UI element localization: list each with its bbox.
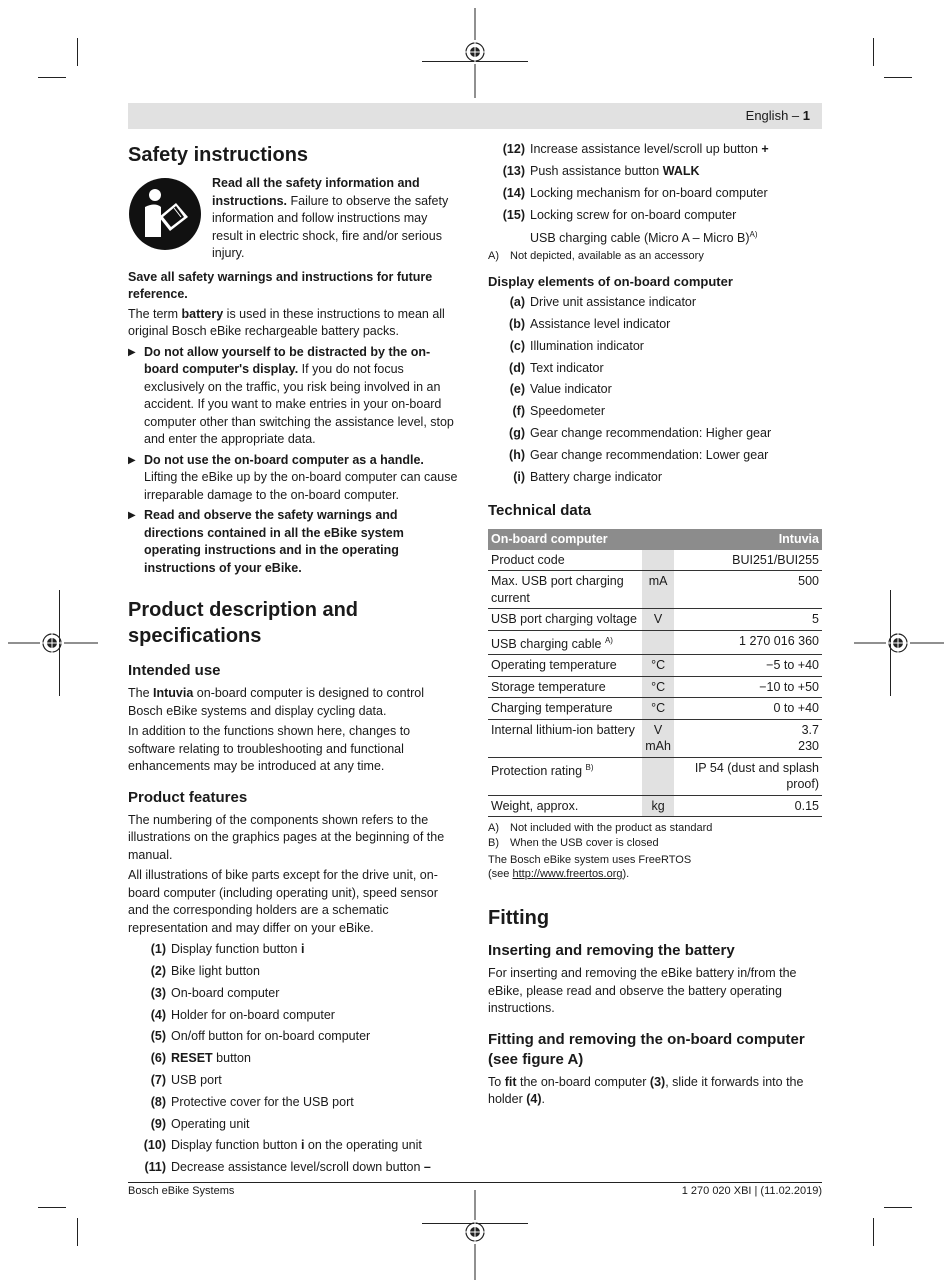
list-item xyxy=(128,1092,460,1114)
list-item xyxy=(488,139,822,161)
list-item xyxy=(128,1026,460,1048)
item-text-pre: Display function button xyxy=(171,1138,301,1153)
item-text xyxy=(171,985,279,1003)
item-number: (e) xyxy=(509,382,525,397)
display-elements-list xyxy=(488,292,822,488)
term-post: is used in these instructions to mean all original Bosch eBike rechargeable battery packs. xyxy=(128,306,445,338)
cell-label xyxy=(488,757,642,795)
cell-label xyxy=(488,609,642,631)
item-text-pre: Operating unit xyxy=(171,1116,250,1131)
safety-read-rest: Failure to observe the safety information and follow instructions may result in electric shock, fire and/or serious injury. xyxy=(212,193,449,260)
item-number: (i) xyxy=(513,469,525,484)
display-elements-title: Display elements of on-board computer xyxy=(488,273,733,289)
item-number: (5) xyxy=(150,1029,166,1044)
rtos-pre: (see xyxy=(488,868,513,881)
item-text-pre: Push assistance button xyxy=(530,163,663,178)
list-item xyxy=(128,1070,460,1092)
item-text xyxy=(530,226,758,248)
page-number: 1 xyxy=(802,108,810,123)
safety-title: Safety instructions xyxy=(128,144,309,166)
item-number: (f) xyxy=(512,404,525,419)
safety-bullet xyxy=(128,507,460,577)
cell-footnote-ref: B) xyxy=(585,762,594,772)
computer-fitting-title: Fitting and removing the on-board computer (see figure A) xyxy=(488,1030,805,1068)
cell-value: 5 xyxy=(674,609,822,631)
item-number: (14) xyxy=(502,185,525,200)
cell-value: −5 to +40 xyxy=(674,655,822,677)
battery-fitting-text: For inserting and removing the eBike battery in/from the eBike, please read and observe the battery operating instructions. xyxy=(488,966,797,1016)
table-row xyxy=(488,609,822,631)
item-text-pre: Decrease assistance level/scroll down button xyxy=(171,1160,424,1175)
freertos-link[interactable]: http://www.freertos.org xyxy=(512,868,623,881)
safety-bullet xyxy=(128,344,460,449)
bullet-bold: Read and observe the safety warnings and directions contained in all the eBike system operating instructions and in the operating instructions of your eBike. xyxy=(144,508,404,575)
item-text xyxy=(530,141,769,159)
item-number: (d) xyxy=(509,360,525,375)
header-language: English xyxy=(745,108,789,123)
item-text: Value indicator xyxy=(530,382,612,397)
fit-mid: the on-board computer xyxy=(516,1074,650,1089)
registration-mark-icon xyxy=(8,623,98,663)
list-item xyxy=(488,466,822,488)
item-text-pre: USB charging cable (Micro A – Micro B) xyxy=(530,231,750,246)
item-text xyxy=(171,1159,431,1177)
item-text-pre: USB port xyxy=(171,1072,222,1087)
fit-bold: fit xyxy=(504,1074,517,1089)
item-number: (10) xyxy=(143,1138,166,1153)
item-text-pre: Locking mechanism for on-board computer xyxy=(530,185,768,200)
item-text-bold: i xyxy=(300,1138,305,1153)
cell-label-text: Weight, approx. xyxy=(491,798,579,813)
item-text: Speedometer xyxy=(530,404,606,419)
footnote-label: A) xyxy=(488,822,499,835)
term-bold: battery xyxy=(181,306,224,321)
item-number: (b) xyxy=(509,316,525,331)
cell-label xyxy=(488,719,642,757)
cell-value: 500 xyxy=(674,571,822,609)
page-footer xyxy=(128,1182,822,1197)
cell-unit xyxy=(642,550,674,571)
battery-fitting-title: Inserting and removing the battery xyxy=(488,942,735,960)
footer-left: Bosch eBike Systems xyxy=(128,1185,235,1197)
term-pre: The term xyxy=(128,306,182,321)
item-number: (4) xyxy=(150,1007,166,1022)
features-text-2: All illustrations of bike parts except for the drive unit, on-board computer (including operating unit), speed sensor and the corresponding holders are a schematic representation and may differ on your eBike. xyxy=(128,868,438,935)
item-number: (9) xyxy=(150,1116,166,1131)
cell-unit: °C xyxy=(642,698,674,720)
bullet-bold: Do not allow yourself to be distracted by the on-board computer's display. xyxy=(144,344,431,376)
item-text-bold: WALK xyxy=(662,163,700,178)
cell-unit xyxy=(642,630,674,655)
item-text xyxy=(171,1050,251,1068)
rtos-post: ). xyxy=(622,868,630,881)
item-text xyxy=(171,1116,250,1134)
list-item xyxy=(128,1135,460,1157)
cell-label-text: Storage temperature xyxy=(491,679,606,694)
footer-right: 1 270 020 XBI | (11.02.2019) xyxy=(681,1185,822,1197)
accessory-footnote xyxy=(488,249,822,264)
item-text: Battery charge indicator xyxy=(530,469,663,484)
cell-unit: V mAh xyxy=(642,719,674,757)
cell-label xyxy=(488,655,642,677)
header-separator: – xyxy=(788,108,803,123)
technical-data-title: Technical data xyxy=(488,502,592,520)
item-number: (8) xyxy=(150,1094,166,1109)
item-text xyxy=(530,207,736,225)
list-item xyxy=(488,292,822,314)
list-item xyxy=(488,226,822,248)
bullet-rest: Lifting the eBike up by the on-board computer can cause irreparable damage to the on-board computer. xyxy=(144,470,458,502)
technical-notes xyxy=(488,821,822,851)
item-text-bold: i xyxy=(300,942,305,957)
item-number: (12) xyxy=(502,142,525,157)
item-text xyxy=(171,1137,422,1155)
item-text xyxy=(530,185,768,203)
cell-value: IP 54 (dust and splash proof) xyxy=(674,757,822,795)
item-text xyxy=(171,1028,370,1046)
list-item xyxy=(128,939,460,961)
cell-footnote-ref: A) xyxy=(604,635,613,645)
item-text xyxy=(171,1072,222,1090)
bullet-text xyxy=(144,507,460,577)
cell-label-text: Charging temperature xyxy=(491,701,613,716)
item-number: (15) xyxy=(502,207,525,222)
cell-label xyxy=(488,630,642,655)
item-text: Drive unit assistance indicator xyxy=(530,295,697,310)
cell-value: 0 to +40 xyxy=(674,698,822,720)
list-item xyxy=(128,983,460,1005)
triangle-bullet-icon: ▶ xyxy=(128,346,136,358)
item-number: (3) xyxy=(150,985,166,1000)
table-row xyxy=(488,719,822,757)
table-footnote xyxy=(488,836,822,851)
table-header-row xyxy=(488,529,822,550)
item-text: Gear change recommendation: Lower gear xyxy=(530,447,769,462)
list-item xyxy=(488,161,822,183)
item-text xyxy=(530,163,700,181)
footnote-text: When the USB cover is closed xyxy=(510,837,659,850)
list-item xyxy=(128,1048,460,1070)
cell-label xyxy=(488,550,642,571)
cell-label-text: Operating temperature xyxy=(491,658,617,673)
right-column xyxy=(488,142,822,1109)
item-number: (1) xyxy=(150,942,166,957)
item-text-pre: Display function button xyxy=(171,942,301,957)
item-text xyxy=(171,963,260,981)
list-item xyxy=(128,961,460,983)
item-number: (c) xyxy=(509,338,525,353)
list-item xyxy=(128,1157,460,1179)
item-text: Text indicator xyxy=(530,360,604,375)
cell-unit: °C xyxy=(642,676,674,698)
table-row xyxy=(488,571,822,609)
table-row xyxy=(488,757,822,795)
cell-label-text: Max. USB port charging current xyxy=(491,574,624,605)
features-text: The numbering of the components shown refers to the illustrations on the graphics pages at the beginning of the manual. xyxy=(128,812,445,862)
cell-value: 3.7 230 xyxy=(674,719,822,757)
components-list xyxy=(128,939,460,1179)
item-text xyxy=(171,1094,354,1112)
item-text-pre: Bike light button xyxy=(171,963,260,978)
page-header xyxy=(128,103,822,129)
product-title: Product description and specifications xyxy=(128,599,359,647)
item-number: (6) xyxy=(150,1051,166,1066)
fit-post: . xyxy=(541,1092,545,1107)
item-text-bold: RESET xyxy=(171,1051,213,1066)
triangle-bullet-icon: ▶ xyxy=(128,454,136,466)
footnote-text: Not depicted, available as an accessory xyxy=(510,249,704,262)
intended-post: on-board computer is designed to control Bosch eBike systems and display cycling data. xyxy=(128,686,425,718)
cell-unit: kg xyxy=(642,795,674,817)
item-text-post: on the operating unit xyxy=(304,1138,422,1153)
list-item xyxy=(488,314,822,336)
item-number: (h) xyxy=(509,447,525,462)
fit-mid2: , slide it forwards into the holder xyxy=(488,1074,804,1107)
item-number: (2) xyxy=(150,963,166,978)
item-text-pre: Holder for on-board computer xyxy=(171,1007,335,1022)
item-number: (11) xyxy=(144,1160,166,1175)
components-list-continued xyxy=(488,139,822,248)
safety-read-text xyxy=(212,175,460,263)
bullet-rest: If you do not focus exclusively on the traffic, you risk being involved in an accident. If you want to make entries in your on-board computer other than switching the assistance level, stop and enter the appropriate data. xyxy=(144,362,454,446)
intended-use-title: Intended use xyxy=(128,662,221,679)
item-text-bold: + xyxy=(761,142,769,157)
item-text-pre: On/off button for on-board computer xyxy=(171,1029,371,1044)
item-text: Assistance level indicator xyxy=(530,316,671,331)
item-number: (7) xyxy=(150,1072,166,1087)
list-item xyxy=(488,445,822,467)
table-footnote xyxy=(488,821,822,836)
intended-use-text xyxy=(128,685,460,720)
item-text xyxy=(171,1007,335,1025)
list-item xyxy=(488,357,822,379)
intended-use-text-2: In addition to the functions shown here, changes to software relating to troubleshooting and functional enhancements may be introduced at any time. xyxy=(128,724,411,773)
fit-ref1: (3) xyxy=(649,1074,666,1089)
cell-value: −10 to +50 xyxy=(674,676,822,698)
cell-label-text: Internal lithium-ion battery xyxy=(491,722,635,737)
bullet-text xyxy=(144,452,460,505)
list-item xyxy=(488,379,822,401)
item-number: (a) xyxy=(509,295,525,310)
item-text-pre: Locking screw for on-board computer xyxy=(530,207,737,222)
cell-label xyxy=(488,571,642,609)
cell-label xyxy=(488,698,642,720)
list-item xyxy=(128,1113,460,1135)
footnote-label: A) xyxy=(488,249,499,262)
footnote-text: Not included with the product as standard xyxy=(510,822,713,835)
item-text-pre: Increase assistance level/scroll up button xyxy=(530,142,762,157)
intended-bold: Intuvia xyxy=(153,686,194,700)
footnote-label: B) xyxy=(488,837,499,850)
table-header-value: Intuvia xyxy=(674,529,822,550)
safety-read-block xyxy=(128,177,460,263)
registration-mark-icon xyxy=(854,623,944,663)
cell-value: 1 270 016 360 xyxy=(674,630,822,655)
intended-pre: The xyxy=(128,686,154,700)
table-header-label: On-board computer xyxy=(488,529,674,550)
triangle-bullet-icon: ▶ xyxy=(128,510,136,521)
item-text: Gear change recommendation: Higher gear xyxy=(530,425,772,440)
item-text xyxy=(171,941,304,959)
cell-unit: °C xyxy=(642,655,674,677)
cell-label-text: USB charging cable xyxy=(491,636,605,651)
left-column xyxy=(128,142,460,1179)
fitting-title: Fitting xyxy=(488,907,550,930)
item-text-pre: Protective cover for the USB port xyxy=(171,1094,354,1109)
list-item xyxy=(488,336,822,358)
page-header-text xyxy=(746,108,810,123)
table-row xyxy=(488,676,822,698)
fit-pre: To xyxy=(488,1074,505,1089)
cell-label xyxy=(488,676,642,698)
safety-save-text: Save all safety warnings and instructions for future reference. xyxy=(128,269,433,301)
item-text-bold: – xyxy=(423,1160,431,1175)
cell-value: BUI251/BUI255 xyxy=(674,550,822,571)
table-row xyxy=(488,795,822,817)
cell-unit xyxy=(642,757,674,795)
fit-ref2: (4) xyxy=(526,1092,542,1107)
computer-fitting-text xyxy=(488,1074,822,1109)
cell-unit: mA xyxy=(642,571,674,609)
list-item xyxy=(128,1004,460,1026)
safety-read-bold: Read all the safety information and instructions. xyxy=(212,176,420,208)
table-row xyxy=(488,698,822,720)
item-number: (g) xyxy=(509,425,525,440)
table-row xyxy=(488,655,822,677)
battery-term-text xyxy=(128,306,460,341)
freertos-text xyxy=(488,853,822,881)
cell-label-text: Product code xyxy=(491,552,565,567)
item-text-post: button xyxy=(212,1051,251,1066)
technical-data-table xyxy=(488,529,822,817)
item-number: (13) xyxy=(502,163,525,178)
features-title: Product features xyxy=(128,788,248,806)
bullet-bold: Do not use the on-board computer as a handle. xyxy=(144,452,424,467)
list-item xyxy=(488,423,822,445)
registration-mark-icon xyxy=(455,1190,495,1280)
item-text-pre: On-board computer xyxy=(171,985,280,1000)
item-text: Illumination indicator xyxy=(530,338,644,353)
safety-bullet xyxy=(128,452,460,505)
cell-label-text: USB port charging voltage xyxy=(491,612,637,627)
cell-value: 0.15 xyxy=(674,795,822,817)
bullet-text xyxy=(144,344,460,449)
list-item xyxy=(488,401,822,423)
cell-label-text: Protection rating xyxy=(491,763,586,778)
table-row xyxy=(488,630,822,655)
registration-mark-icon xyxy=(455,8,495,98)
cell-unit: V xyxy=(642,609,674,631)
item-footnote-ref: A) xyxy=(749,230,758,240)
read-manual-icon xyxy=(128,177,202,251)
list-item xyxy=(488,204,822,226)
cell-label xyxy=(488,795,642,817)
rtos-line1: The Bosch eBike system uses FreeRTOS xyxy=(488,854,692,867)
list-item xyxy=(488,183,822,205)
table-row xyxy=(488,550,822,571)
